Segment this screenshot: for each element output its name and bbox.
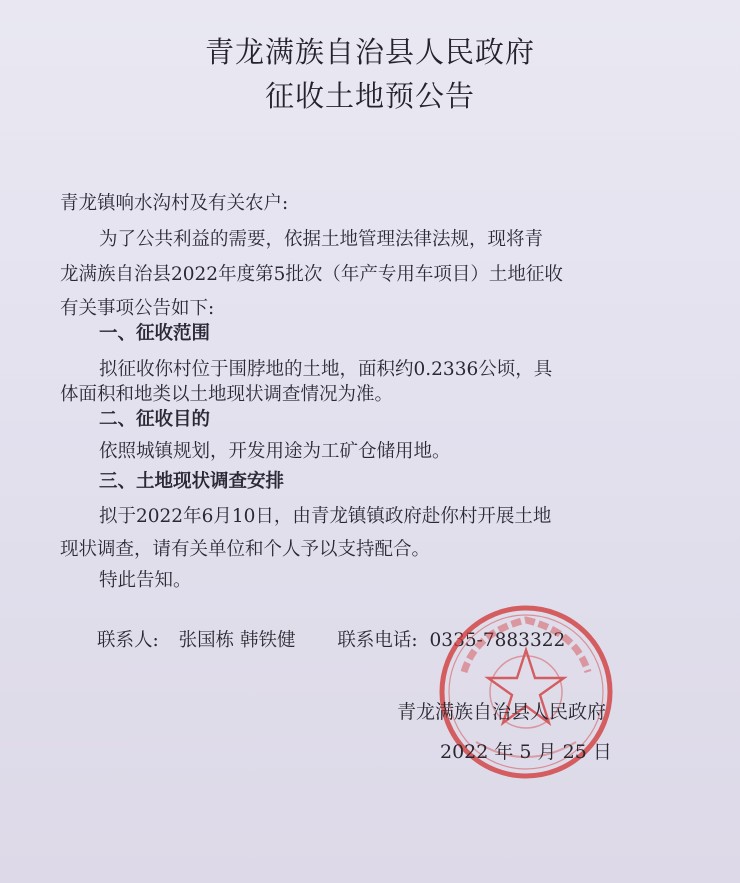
- scope-line-2: 体面积和地类以土地现状调查情况为准。: [60, 384, 394, 405]
- contact-phone: 0335-7883322: [429, 630, 566, 651]
- purpose-line-1: 依照城镇规划，开发用途为工矿仓储用地。: [99, 441, 451, 462]
- contact-person-label: 联系人:: [97, 630, 159, 651]
- closing-text: 特此告知。: [99, 570, 192, 591]
- section-heading-scope: 一、征收范围: [99, 323, 211, 344]
- intro-line-3: 有关事项公告如下:: [60, 298, 215, 319]
- contact-phone-label: 联系电话:: [337, 630, 418, 651]
- signature-org: 青龙满族自治县人民政府: [397, 701, 607, 723]
- document-title-line1: 青龙满族自治县人民政府: [204, 35, 535, 69]
- document-title-line2: 征收土地预公告: [264, 79, 475, 113]
- survey-line-2: 现状调查，请有关单位和个人予以支持配合。: [60, 539, 431, 560]
- signature-date: 2022 年 5 月 25 日: [440, 741, 612, 763]
- contact-persons: 张国栋 韩铁健: [178, 630, 296, 651]
- intro-line-2: 龙满族自治县2022年度第5批次（年产专用车项目）土地征收: [60, 264, 563, 285]
- intro-line-1: 为了公共利益的需要，依据土地管理法律法规，现将青: [99, 229, 544, 250]
- survey-line-1: 拟于2022年6月10日，由青龙镇镇政府赴你村开展土地: [99, 506, 552, 527]
- section-heading-survey: 三、土地现状调查安排: [99, 471, 285, 492]
- salutation: 青龙镇响水沟村及有关农户:: [60, 193, 289, 214]
- scope-line-1: 拟征收你村位于围脖地的土地，面积约0.2336公顷，具: [99, 359, 553, 380]
- section-heading-purpose: 二、征收目的: [99, 409, 211, 430]
